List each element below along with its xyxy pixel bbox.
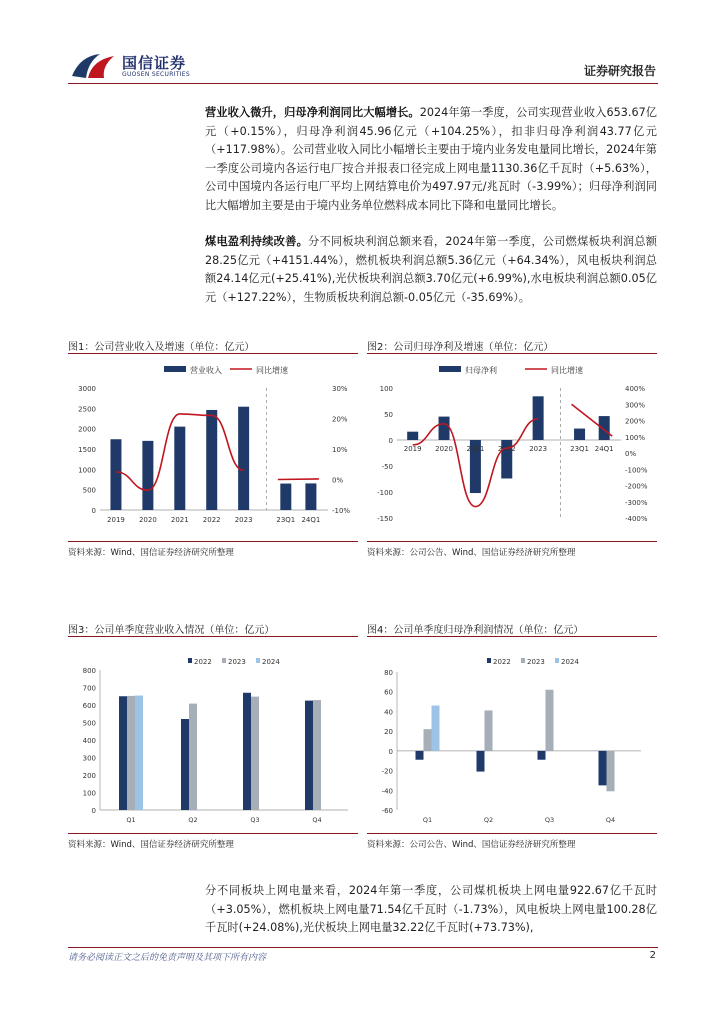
y2-tick-label: 10% (332, 446, 348, 454)
paragraph-generation (205, 882, 657, 938)
x-tick-label: 24Q1 (594, 445, 614, 453)
chart-revenue (68, 358, 358, 528)
bar (574, 429, 585, 440)
x-tick-label: Q3 (544, 816, 555, 824)
legend-bar-swatch (439, 366, 461, 372)
x-tick-label: Q1 (422, 816, 433, 824)
x-tick-label: 2019 (107, 516, 125, 524)
bar (189, 704, 197, 810)
legend-line-label: 同比增速 (551, 366, 583, 375)
y-tick-label: -60 (381, 807, 393, 815)
y-tick-label: 60 (384, 688, 393, 697)
growth-line-quarterly (278, 479, 319, 480)
y-tick-label: 2500 (78, 405, 96, 414)
y2-tick-label: 0% (332, 476, 344, 485)
bar (135, 696, 143, 810)
paragraph-generation-body: 分不同板块上网电量来看，2024年第一季度，公司煤机板块上网电量922.67亿千瓦时（+3.05%），燃机板块上网电量71.54亿千瓦时（-1.73%），风电板块上网电量100.28亿千瓦时(+24.08%),光伏板块上网电量32.22亿千瓦时(+73.73%), (205, 884, 657, 934)
bar (599, 416, 610, 440)
y2-tick-label: -200% (625, 482, 648, 491)
y-tick-label: 2000 (78, 425, 96, 434)
x-tick-label: Q4 (312, 816, 322, 824)
bar (439, 417, 450, 440)
bar (485, 710, 493, 750)
y-tick-label: 300 (82, 754, 96, 763)
legend-swatch (487, 658, 491, 663)
figure-2-divider (367, 353, 657, 354)
x-tick-label: 23Q1 (276, 516, 296, 524)
bar (119, 696, 127, 810)
bar (599, 751, 607, 786)
y2-tick-label: -100% (625, 466, 648, 475)
y-tick-label: 500 (82, 486, 96, 495)
legend-label: 2023 (228, 658, 246, 666)
bar (174, 427, 185, 510)
figure-2-source: 资料来源：公司公告、Wind、国信证券经济研究所整理 (367, 548, 576, 558)
y-tick-label: 700 (82, 684, 96, 693)
chart-net-profit (367, 358, 657, 528)
bar (407, 432, 418, 440)
bar (181, 719, 189, 810)
y-tick-label: 3000 (78, 385, 96, 393)
paragraph-revenue (205, 104, 657, 215)
y-tick-label: 600 (82, 702, 96, 710)
paragraph-coal (205, 233, 657, 307)
legend-swatch (188, 658, 192, 663)
y-tick-label: 0 (91, 807, 96, 815)
figure-3-source: 资料来源：Wind、国信证券经济研究所整理 (68, 840, 234, 850)
y2-tick-label: 100% (625, 433, 646, 442)
y-tick-label: 20 (384, 728, 393, 737)
figure-3-bottom-divider (68, 833, 358, 834)
y2-tick-label: 200% (625, 417, 646, 426)
y-tick-label: 500 (82, 719, 96, 728)
page-number: 2 (649, 950, 656, 961)
y-tick-label: 0 (388, 747, 393, 756)
legend-label: 2022 (194, 658, 212, 666)
paragraph-coal-lead: 煤电盈利持续改善。 (205, 235, 309, 248)
paragraph-revenue-body: 2024年第一季度，公司实现营业收入653.67亿元（+0.15%），归母净利润45.96亿元（+104.25%），扣非归母净利润43.77亿元（+117.98%）。公司营业收入同比小幅增长主要由于境内业务发电量同比增长，2024年第一季度公司境内各运行电厂按合并报表口径完成上网电量1130.36亿千瓦时（+5.63%），公司中国境内各运行电厂平均上网结算电价为497.97元/兆瓦时（-3.99%）；归母净利润同比大幅增加主要是由于境内业务单位燃料成本同比下降和电量同比增长。 (205, 106, 657, 212)
y-tick-label: 1500 (78, 446, 96, 454)
y-tick-label: 1000 (78, 466, 96, 475)
bar (206, 410, 217, 510)
legend-swatch (555, 658, 559, 663)
legend-swatch (222, 658, 226, 663)
y2-tick-label: 300% (625, 401, 646, 410)
figure-1-source: 资料来源：Wind、国信证券经济研究所整理 (68, 548, 234, 558)
y-tick-label: 800 (82, 667, 96, 675)
bar (305, 701, 313, 810)
legend-swatch (521, 658, 525, 663)
figure-3-divider (68, 636, 358, 637)
header-divider (68, 83, 658, 84)
logo-text-cn: 国信证券 (122, 54, 187, 72)
y-tick-label: -50 (381, 463, 393, 471)
bar (238, 407, 249, 510)
figure-4-divider (367, 636, 657, 637)
x-tick-label: 2021 (466, 445, 485, 453)
figure-4-source: 资料来源：公司公告、Wind、国信证券经济研究所整理 (367, 840, 576, 850)
x-tick-label: Q2 (188, 816, 198, 824)
figure-3-title: 图3：公司单季度营业收入情况（单位：亿元） (68, 625, 275, 636)
y-tick-label: 80 (384, 669, 393, 677)
bar (416, 751, 424, 760)
bar (110, 439, 121, 510)
x-tick-label: 2020 (435, 445, 453, 453)
company-logo (70, 50, 205, 84)
x-tick-label: Q4 (605, 816, 616, 824)
chart-quarterly-net-profit (367, 650, 657, 830)
report-type-label: 证券研究报告 (583, 64, 656, 78)
figure-2-title: 图2：公司归母净利及增速（单位：亿元） (367, 342, 554, 353)
x-tick-label: 2019 (403, 445, 422, 453)
x-tick-label: 2020 (138, 516, 157, 524)
x-tick-label: 2021 (170, 516, 189, 524)
bar (607, 751, 615, 791)
footer-disclaimer: 请务必阅读正文之后的免责声明及其项下所有内容 (68, 953, 267, 963)
x-tick-label: 2023 (529, 445, 548, 453)
y-tick-label: 0 (388, 437, 393, 445)
legend-label: 2024 (262, 658, 280, 666)
bar (142, 441, 153, 510)
paragraph-revenue-lead: 营业收入微升，归母净利润同比大幅增长。 (205, 106, 420, 119)
bar (251, 697, 259, 810)
figure-1-title: 图1：公司营业收入及增速（单位：亿元） (68, 342, 255, 353)
y-tick-label: -40 (381, 787, 393, 796)
y-tick-label: 40 (384, 708, 393, 717)
legend-bar-label: 归母净利 (465, 366, 497, 375)
bar (546, 690, 554, 751)
y-tick-label: 100 (379, 385, 393, 393)
x-tick-label: 2022 (202, 516, 221, 524)
x-tick-label: 24Q1 (301, 516, 321, 524)
footer-divider (68, 947, 658, 948)
logo-text-en: GUOSEN SECURITIES (122, 71, 191, 78)
legend-bar-swatch (164, 366, 186, 372)
figure-2-bottom-divider (367, 541, 657, 542)
y2-tick-label: 20% (332, 415, 348, 424)
legend-label: 2023 (527, 658, 545, 666)
y-tick-label: 50 (384, 411, 393, 419)
logo-emblem-icon (70, 50, 118, 82)
y-tick-label: 100 (82, 789, 96, 798)
y-tick-label: 400 (82, 737, 96, 745)
bar (424, 729, 432, 751)
x-tick-label: 23Q1 (570, 445, 589, 453)
y2-tick-label: 400% (625, 385, 646, 393)
figure-1-divider (68, 353, 358, 354)
x-tick-label: Q2 (483, 816, 494, 824)
bar (305, 483, 316, 510)
x-tick-label: Q1 (126, 816, 136, 824)
bar (477, 751, 485, 772)
chart-quarterly-revenue (68, 650, 358, 830)
x-tick-label: Q3 (250, 816, 260, 824)
paragraph-coal-body: 分不同板块利润总额来看，2024年第一季度，公司燃煤板块利润总额28.25亿元（+4151.44%），燃机板块利润总额5.36亿元（+64.34%），风电板块利润总额24.14亿元(+25.41%),光伏板块利润总额3.70亿元(+6.99%),水电板块利润总额0.05亿元（+127.22%），生物质板块利润总额-0.05亿元（-35.69%）。 (205, 235, 657, 304)
legend-line-label: 同比增速 (256, 366, 288, 375)
x-tick-label: 2023 (234, 516, 253, 524)
y-tick-label: 200 (82, 772, 96, 780)
bar (538, 751, 546, 760)
legend-label: 2022 (493, 658, 511, 666)
y2-tick-label: -300% (625, 498, 648, 507)
y-tick-label: -20 (381, 767, 393, 776)
legend-swatch (256, 658, 260, 663)
legend-label: 2024 (561, 658, 579, 666)
bar (127, 696, 135, 810)
x-tick-label: 2022 (497, 445, 516, 453)
y2-tick-label: 0% (625, 450, 637, 458)
bar (243, 693, 251, 810)
figure-1-bottom-divider (68, 541, 358, 542)
figure-4-bottom-divider (367, 833, 657, 834)
bar (280, 484, 291, 510)
bar (432, 706, 440, 751)
y2-tick-label: -10% (332, 507, 351, 515)
y2-tick-label: -400% (625, 515, 648, 523)
y2-tick-label: 30% (332, 385, 348, 393)
figure-4-title: 图4：公司单季度归母净利润情况（单位：亿元） (367, 625, 584, 636)
legend-bar-label: 营业收入 (190, 366, 222, 375)
bar (313, 700, 321, 810)
y-tick-label: -100 (377, 489, 393, 497)
y-tick-label: -150 (377, 515, 393, 523)
y-tick-label: 0 (91, 507, 96, 515)
